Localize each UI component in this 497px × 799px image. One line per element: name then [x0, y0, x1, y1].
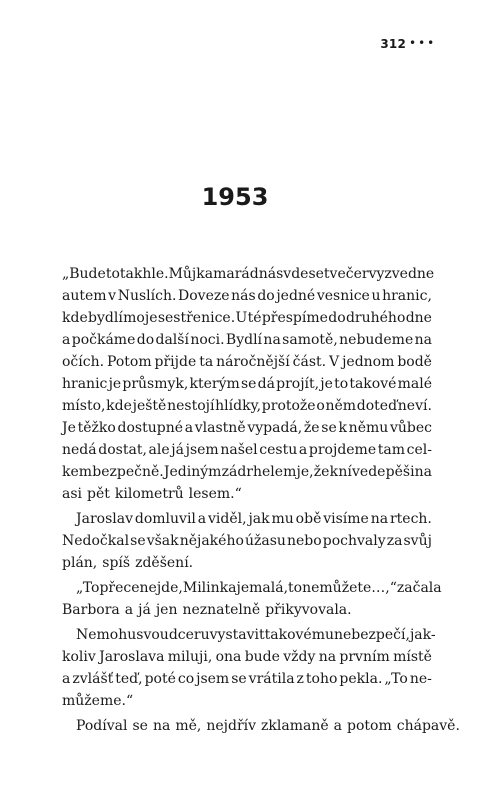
paragraph [62, 577, 442, 621]
paragraph [62, 624, 436, 712]
page-number-dots: ••• [409, 36, 437, 50]
text-line: Nedočkal se však nějakého úžasu nebo pochvaly za svůj [62, 533, 432, 549]
text-line: asi pět kilometrů lesem.“ [62, 486, 242, 502]
text-line: nedá dostat, ale já jsem našel cestu a projdeme tam cel- [62, 442, 432, 458]
text-line: místo, kde ještě nestojí hlídky, protože o něm doteď neví. [62, 398, 432, 414]
text-line: „To přece nejde, Milinka je malá, to nemůžete…,“ začala [76, 580, 442, 596]
text-line: můžeme.“ [62, 693, 134, 709]
body-text [62, 263, 460, 737]
text-line: plán, spíš zděšení. [62, 555, 194, 571]
text-line: očích. Potom přijde ta náročnější část. V jednom bodě [62, 354, 432, 370]
text-line: Barbora a já jen neznatelně přikyvovala. [62, 602, 352, 618]
text-line: hranic je průsmyk, kterým se dá projít, je to takové malé [62, 376, 432, 392]
text-line: Jaroslav domluvil a viděl, jak mu obě visíme na rtech. [76, 511, 432, 527]
text-line: koliv Jaroslava miluji, ona bude vždy na prvním místě [62, 649, 432, 665]
paragraph [62, 715, 460, 737]
paragraph [62, 263, 435, 505]
text-line: Nemohu svou dceru vystavit takovému nebezpečí, jak- [76, 627, 436, 643]
text-line: Je těžko dostupné a vlastně vypadá, že se k němu vůbec [62, 420, 432, 436]
text-line: kem bezpečně. Jediným zádrhelem je, že k ní vede pěšina [62, 464, 432, 480]
text-line: a počkáme do další noci. Bydlí na samotě, nebudeme na [62, 332, 432, 348]
page-number: 312 [380, 37, 406, 51]
paragraph [62, 508, 432, 574]
text-line: „Bude to takhle. Můj kamarád nás v deset večer vyzvedne [62, 266, 435, 282]
text-line: kde bydlí moje sestřenice. U té přespíme do druhého dne [62, 310, 432, 326]
text-line: a zvlášť teď, poté co jsem se vrátila z toho pekla. „To ne- [62, 671, 432, 687]
text-line: autem v Nuslích. Doveze nás do jedné vesnice u hranic, [62, 288, 432, 304]
chapter-title: 1953 [201, 183, 269, 211]
text-line: Podíval se na mě, nejdřív zklamaně a potom chápavě. [76, 718, 460, 734]
